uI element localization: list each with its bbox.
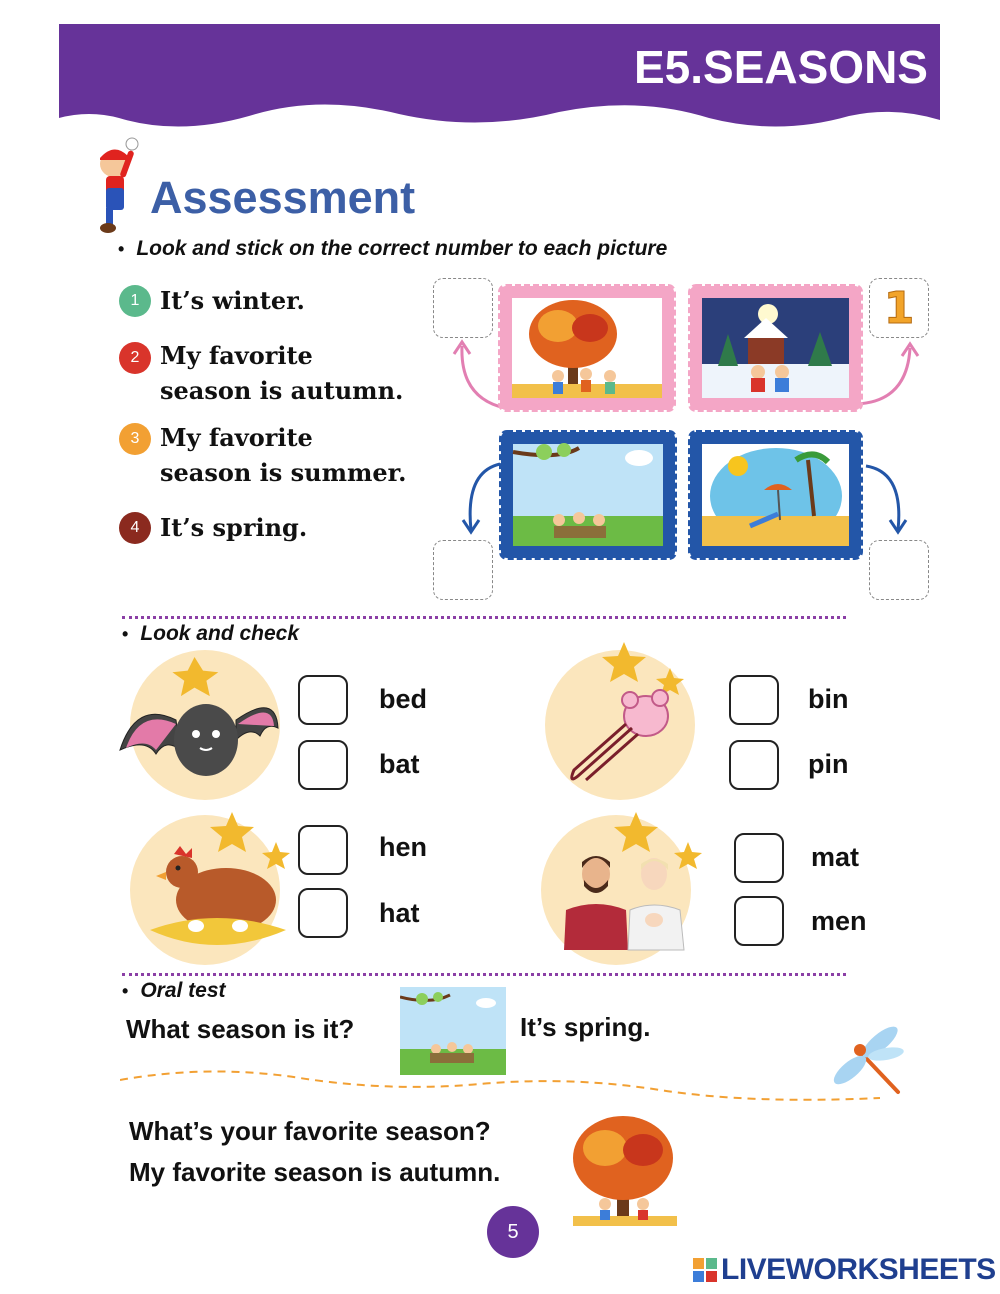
sentence-3-line2: season is summer. <box>160 458 407 487</box>
checkbox-bed[interactable] <box>298 675 348 725</box>
autumn-tree-picture <box>565 1108 683 1228</box>
men-picture <box>556 810 706 952</box>
arrow-summer-icon <box>862 458 912 538</box>
stick-box-winter[interactable] <box>869 278 929 338</box>
stick-box-summer[interactable] <box>869 540 929 600</box>
task2-instruction: • Look and check <box>122 622 299 646</box>
bat-picture <box>116 650 296 790</box>
wavy-divider <box>120 1060 880 1116</box>
checkbox-mat[interactable] <box>734 833 784 883</box>
number-badge-1: 1 <box>119 285 151 317</box>
option-hat: hat <box>379 898 420 928</box>
checkbox-hen[interactable] <box>298 825 348 875</box>
liveworksheets-logo-icon <box>693 1258 717 1282</box>
task3-instruction: • Oral test <box>122 979 226 1003</box>
section-heading: Assessment <box>150 172 416 223</box>
liveworksheets-logo[interactable] <box>693 1253 996 1287</box>
winter-picture <box>688 284 863 412</box>
checkbox-hat[interactable] <box>298 888 348 938</box>
checkbox-bat[interactable] <box>298 740 348 790</box>
stick-box-spring[interactable] <box>433 540 493 600</box>
hen-picture <box>136 810 296 960</box>
option-hen: hen <box>379 832 428 862</box>
separator <box>122 973 846 976</box>
sentence-3-line1: My favorite <box>160 423 313 452</box>
sentence-1: It’s winter. <box>160 286 305 315</box>
option-pin: pin <box>808 749 849 779</box>
stick-box-autumn[interactable] <box>433 278 493 338</box>
number-badge-4: 4 <box>119 512 151 544</box>
sentence-2-line2: season is autumn. <box>160 376 404 405</box>
sample-answer-number: 1 <box>883 282 915 334</box>
pin-picture <box>560 640 700 790</box>
option-men: men <box>811 906 867 936</box>
option-bat: bat <box>379 749 420 779</box>
spring-picture <box>499 430 677 560</box>
oral-question-2: What’s your favorite season? <box>129 1116 491 1146</box>
option-mat: mat <box>811 842 860 872</box>
option-bed: bed <box>379 684 428 714</box>
liveworksheets-logo-text: LIVEWORKSHEETS <box>721 1253 996 1286</box>
oral-question-1: What season is it? <box>126 1014 355 1044</box>
autumn-picture <box>498 284 676 412</box>
sentence-4: It’s spring. <box>160 513 308 542</box>
number-badge-3: 3 <box>119 423 151 455</box>
checkbox-men[interactable] <box>734 896 784 946</box>
arrow-spring-icon <box>455 458 505 538</box>
task1-instruction: • Look and stick on the correct number to each picture <box>118 237 667 261</box>
option-bin: bin <box>808 684 849 714</box>
page-number: 5 <box>487 1206 539 1258</box>
separator <box>122 616 846 619</box>
oral-answer-1: It’s spring. <box>520 1012 651 1042</box>
checkbox-bin[interactable] <box>729 675 779 725</box>
mario-mascot-icon <box>92 136 144 234</box>
page-title: E5.SEASONS <box>634 41 928 93</box>
number-badge-2: 2 <box>119 342 151 374</box>
sentence-2-line1: My favorite <box>160 341 313 370</box>
oral-answer-2: My favorite season is autumn. <box>129 1157 501 1187</box>
checkbox-pin[interactable] <box>729 740 779 790</box>
summer-picture <box>688 430 863 560</box>
